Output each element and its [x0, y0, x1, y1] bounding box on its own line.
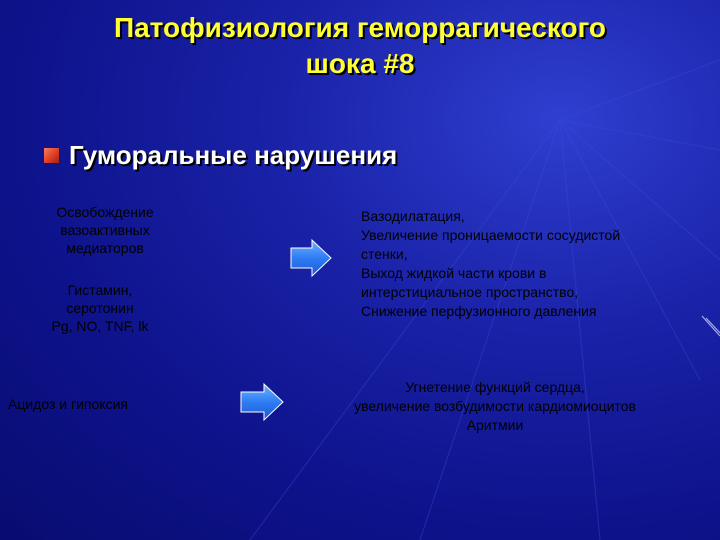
right-arrow-icon	[290, 238, 332, 278]
right-block1-line: Снижение перфузионного давления	[361, 303, 597, 319]
left-block1-line: вазоактивных	[60, 222, 150, 238]
right-block1-line: Увеличение проницаемости сосудистой	[361, 227, 621, 243]
right-block1-line: стенки,	[361, 246, 408, 262]
bullet-heading-text: Гуморальные нарушения	[69, 140, 398, 170]
left-block-mediator-list	[20, 281, 180, 335]
red-square-bullet-icon	[44, 148, 59, 163]
right-block1-line: Вазодилатация,	[361, 208, 465, 224]
left-block1-line: Освобождение	[56, 204, 154, 220]
right-block-effects	[361, 207, 706, 321]
left-block1-line: медиаторов	[66, 240, 144, 256]
left-block2-line: серотонин	[66, 300, 134, 316]
bullet-heading	[44, 137, 397, 173]
slide-title	[0, 10, 720, 82]
right-block1-line: Выход жидкой части крови в	[361, 265, 547, 281]
left-block2-line: Гистамин,	[67, 282, 133, 298]
right-block2-line: Аритмии	[466, 417, 524, 433]
right-block-cardiac	[300, 378, 690, 435]
title-line-1: Патофизиология геморрагического	[113, 12, 607, 43]
right-block1-line: интерстициальное пространство,	[361, 284, 579, 300]
right-block2-line: увеличение возбудимости кардиомиоцитов	[354, 398, 636, 414]
right-arrow-icon	[240, 382, 284, 422]
left-block3-line: Ацидоз и гипоксия	[8, 396, 128, 412]
title-line-2: шока #8	[305, 48, 415, 79]
left-block-mediators	[20, 203, 190, 257]
left-block-acidosis	[8, 395, 178, 413]
left-block2-line: Pg, NO, TNF, lk	[51, 318, 149, 334]
right-block2-line: Угнетение функций сердца,	[405, 379, 585, 395]
